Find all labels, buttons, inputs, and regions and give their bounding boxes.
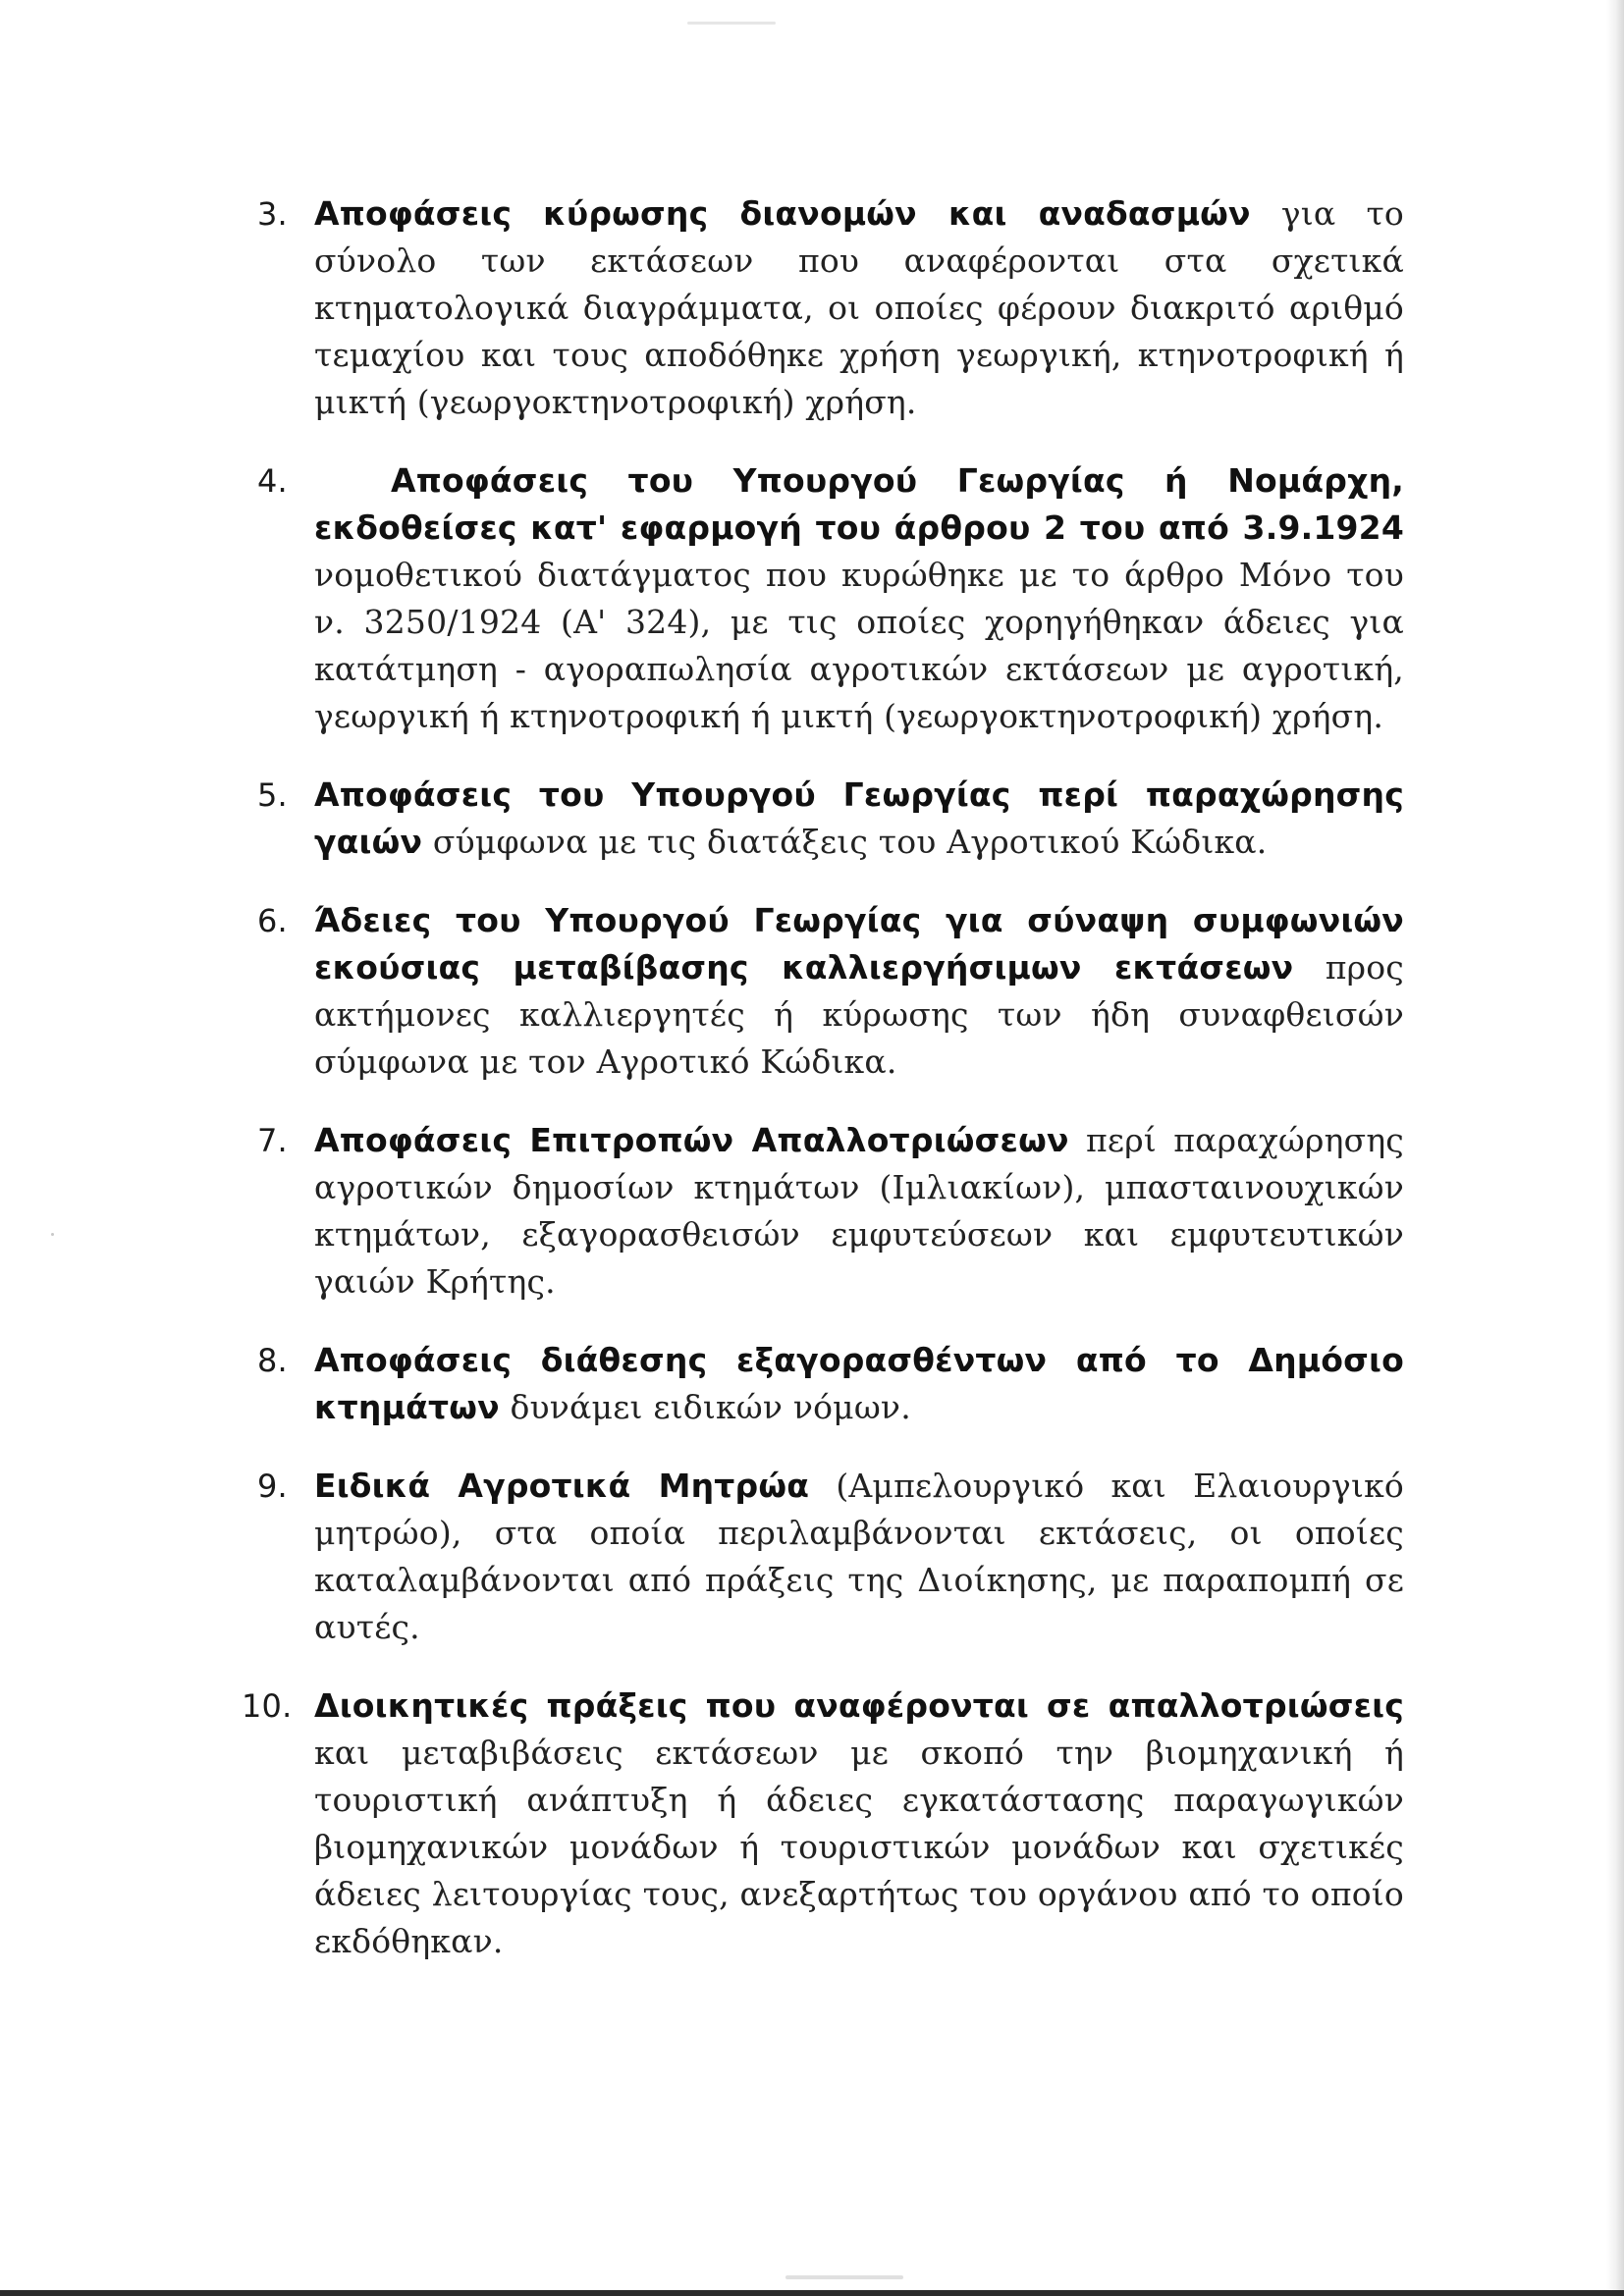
item-number: 3.: [257, 195, 288, 233]
scan-edge-bottom: [0, 2290, 1624, 2296]
item-text: (Αμπελουργικό και Ελαιουργικό μητρώο), στα οποία περιλαμβάνονται εκτάσεις, οι οποίες καταλαμβάνονται από πράξεις της Διοίκησης, με παραπομπή σε αυτές.: [314, 1467, 1404, 1646]
list-item-4: [257, 457, 1404, 740]
list-item-9: [257, 1463, 1404, 1651]
item-text: για το σύνολο των εκτάσεων που αναφέρονται στα σχετικά κτηματολογικά διαγράμματα, οι οποίες φέρουν διακριτό αριθμό τεμαχίου και τους αποδόθηκε χρήση γεωργική, κτηνοτροφική ή μικτή (γεωργοκτηνοτροφική) χρήση.: [314, 194, 1404, 421]
list-item-7: [257, 1117, 1404, 1306]
item-number: 4.: [257, 462, 288, 500]
item-text: περί παραχώρησης αγροτικών δημοσίων κτημάτων (Ιμλιακίων), μπασταινουχικών κτημάτων, εξαγορασθεισών εμφυτεύσεων και εμφυτευτικών γαιών Κρήτης.: [314, 1121, 1404, 1301]
item-heading: Αποφάσεις διάθεσης εξαγορασθέντων από το Δημόσιο κτημάτων: [314, 1341, 1404, 1426]
item-heading: Αποφάσεις Επιτροπών Απαλλοτριώσεων: [314, 1121, 1069, 1159]
list-item-8: [257, 1337, 1404, 1431]
item-number: 8.: [257, 1342, 288, 1379]
item-text: και μεταβιβάσεις εκτάσεων με σκοπό την βιομηχανική ή τουριστική ανάπτυξη ή άδειες εγκατάστασης παραγωγικών βιομηχανικών μονάδων ή τουριστικών μονάδων και σχετικές άδειες λειτουργίας τους, ανεξαρτήτως του οργάνου από το οποίο εκδόθηκαν.: [314, 1734, 1404, 1960]
scan-speck: [51, 1233, 54, 1236]
scan-speck: [785, 2275, 903, 2279]
list-item-10: [242, 1682, 1404, 1965]
item-number: 6.: [257, 902, 288, 939]
scan-speck: [687, 22, 776, 25]
item-text: νομοθετικού διατάγματος που κυρώθηκε με το άρθρο Μόνο του ν. 3250/1924 (Α' 324), με τις οποίες χορηγήθηκαν άδειες για κατάτμηση - αγοραπωλησία αγροτικών εκτάσεων με αγροτική, γεωργική ή κτηνοτροφική ή μικτή (γεωργοκτηνοτροφική) χρήση.: [314, 556, 1404, 735]
item-number: 10.: [242, 1687, 293, 1725]
item-heading: Διοικητικές πράξεις που αναφέρονται σε απαλλοτριώσεις: [314, 1686, 1404, 1725]
scan-edge-right: [1606, 0, 1624, 2296]
document-list: [242, 190, 1404, 1997]
item-number: 5.: [257, 776, 288, 814]
list-item-6: [257, 897, 1404, 1086]
item-heading: Αποφάσεις του Υπουργού Γεωργίας ή Νομάρχη, εκδοθείσες κατ' εφαρμογή του άρθρου 2 του από 3.9.1924: [314, 461, 1404, 547]
item-heading: Αποφάσεις του Υπουργού Γεωργίας περί παραχώρησης γαιών: [314, 775, 1404, 861]
list-item-3: [257, 190, 1404, 426]
item-heading: Ειδικά Αγροτικά Μητρώα: [314, 1467, 810, 1505]
item-number: 9.: [257, 1468, 288, 1505]
item-number: 7.: [257, 1122, 288, 1159]
item-heading: Αποφάσεις κύρωσης διανομών και αναδασμών: [314, 194, 1251, 233]
item-text: προς ακτήμονες καλλιεργητές ή κύρωσης των ήδη συναφθεισών σύμφωνα με τον Αγροτικό Κώδικα.: [314, 948, 1404, 1081]
list-item-5: [257, 772, 1404, 866]
item-text: δυνάμει ειδικών νόμων.: [499, 1388, 911, 1426]
item-text: σύμφωνα με τις διατάξεις του Αγροτικού Κώδικα.: [422, 823, 1268, 861]
item-heading: Άδειες του Υπουργού Γεωργίας για σύναψη συμφωνιών εκούσιας μεταβίβασης καλλιεργήσιμων εκτάσεων: [314, 901, 1404, 987]
